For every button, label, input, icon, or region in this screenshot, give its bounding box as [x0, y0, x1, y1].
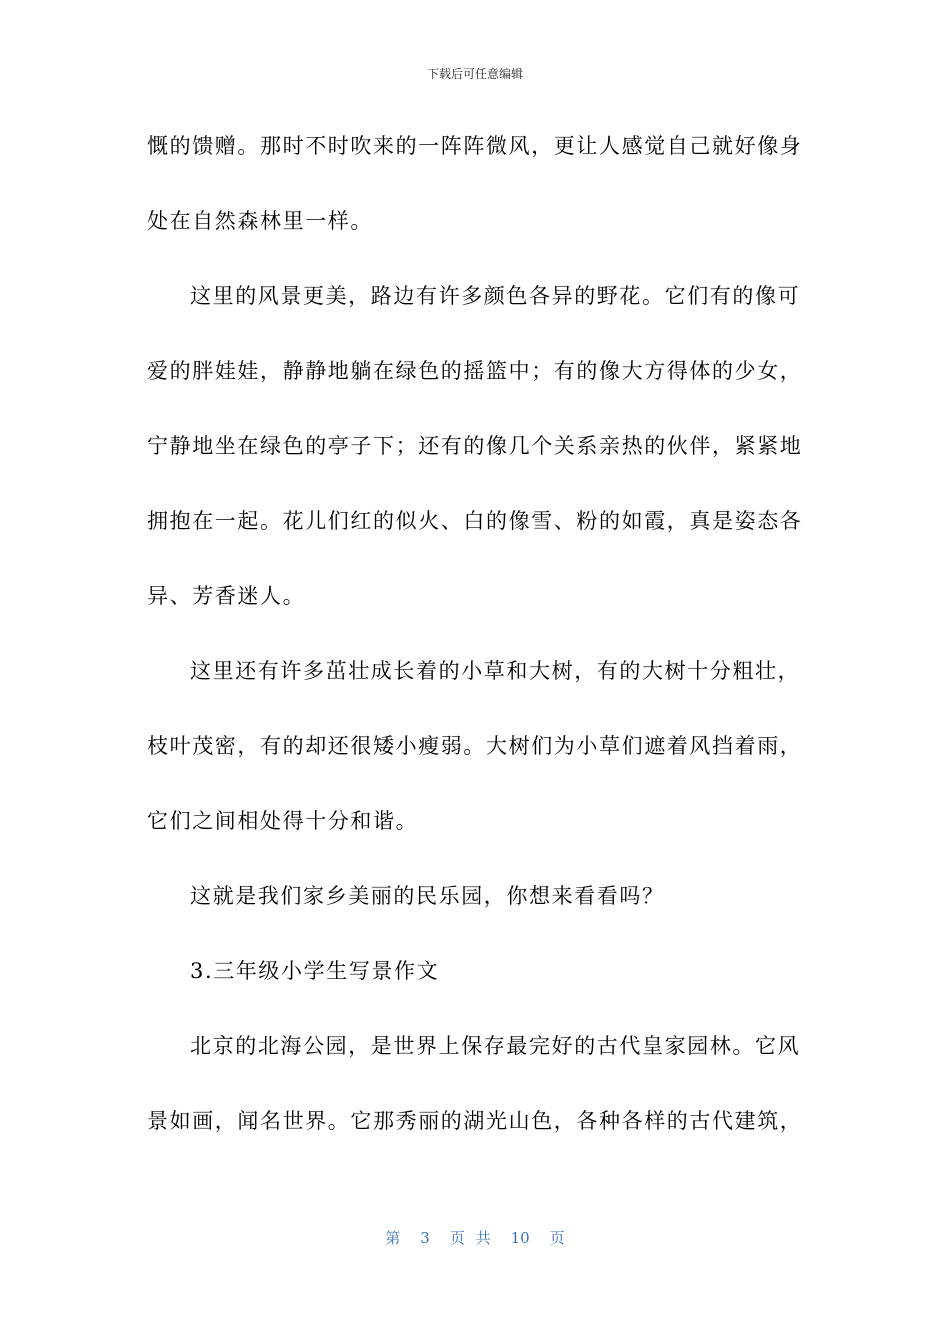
text-line: 它们之间相处得十分和谐。 [147, 809, 419, 833]
text-line: 枝叶茂密，有的却还很矮小瘦弱。大树们为小草们遮着风挡着雨， [147, 734, 803, 758]
section-heading: 3.三年级小学生写景作文 [190, 959, 440, 983]
footer-suffix: 页 [549, 1229, 565, 1247]
text-line: 慨的馈赠。那时不时吹来的一阵阵微风，更让人感觉自己就好像身 [147, 134, 803, 158]
page-header: 下载后可任意编辑 [426, 67, 523, 81]
footer-middle: 页 共 [449, 1229, 491, 1247]
total-pages-number: 10 [510, 1229, 530, 1247]
text-line: 爱的胖娃娃，静静地躺在绿色的摇篮中；有的像大方得体的少女， [147, 359, 803, 383]
text-line: 这就是我们家乡美丽的民乐园，你想来看看吗？ [190, 884, 665, 908]
text-line: 这里的风景更美，路边有许多颜色各异的野花。它们有的像可 [190, 284, 801, 308]
text-line: 北京的北海公园，是世界上保存最完好的古代皇家园林。它风 [190, 1034, 801, 1058]
text-line: 拥抱在一起。花儿们红的似火、白的像雪、粉的如霞，真是姿态各 [147, 509, 803, 533]
page-footer [0, 1228, 950, 1248]
document-body [147, 124, 807, 1174]
text-line: 异、芳香迷人。 [147, 584, 306, 608]
footer-prefix: 第 [385, 1229, 401, 1247]
text-line: 景如画，闻名世界。它那秀丽的湖光山色，各种各样的古代建筑， [147, 1109, 803, 1133]
current-page-number: 3 [420, 1229, 430, 1247]
text-line: 这里还有许多茁壮成长着的小草和大树，有的大树十分粗壮， [190, 659, 801, 683]
text-line: 宁静地坐在绿色的亭子下；还有的像几个关系亲热的伙伴，紧紧地 [147, 434, 803, 458]
text-line: 处在自然森林里一样。 [147, 209, 373, 233]
